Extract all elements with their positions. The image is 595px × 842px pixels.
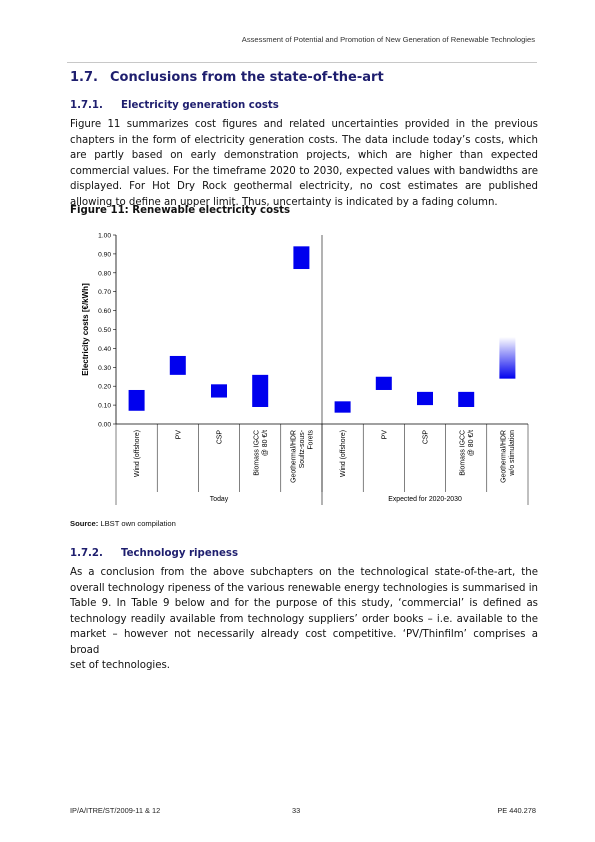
subsection-heading-ripeness <box>70 548 238 559</box>
subsection-title: Technology ripeness <box>121 548 239 559</box>
category-label: PV <box>175 430 183 440</box>
y-tick-label: 0.00 <box>98 421 111 429</box>
category-label: Wind (offshore) <box>340 430 348 477</box>
section-number: 1.7. <box>70 70 98 85</box>
paragraph-line: set of technologies. <box>70 660 171 671</box>
category-label: Wind (offshore) <box>134 430 142 477</box>
y-tick-label: 0.90 <box>98 251 111 259</box>
cost-range-bar <box>376 377 392 390</box>
category-label: Biomass IGCC <box>253 430 261 476</box>
category-label: @ 80 €/t <box>261 430 269 457</box>
y-tick-label: 1.00 <box>98 232 111 240</box>
footer-page-number: 33 <box>292 806 301 815</box>
cost-range-bar <box>211 384 227 397</box>
category-label: Soultz-sous- <box>298 430 306 469</box>
subsection-number: 1.7.2. <box>70 548 103 559</box>
paragraph-line: allowing to define an upper limit. Thus, uncertainty is indicated by a fading column. <box>70 196 498 208</box>
section-title: Conclusions from the state-of-the-art <box>110 70 384 85</box>
category-label: w/o stimulation <box>509 430 517 476</box>
running-header: Assessment of Potential and Promotion of New Generation of Renewable Technologies <box>241 35 535 44</box>
cost-range-bar <box>335 401 351 412</box>
y-axis-title: Electricity costs [€/kWh] <box>81 283 90 376</box>
cost-range-bar <box>417 392 433 405</box>
footer-document-code: IP/A/ITRE/ST/2009-11 & 12 <box>70 806 161 815</box>
paragraph-line: technology readily available from technology suppliers’ order books – i.e. available to the <box>70 613 538 625</box>
paragraph-line: market – however not necessarily already cost competitive. ‘PV/Thinfilm’ comprises a broad <box>70 629 538 656</box>
paragraph-line: commercial values. For the timeframe 2020 to 2030, expected values with bandwidths are <box>70 165 538 177</box>
cost-range-bar <box>458 392 474 407</box>
category-label: CSP <box>422 430 430 445</box>
category-label: Biomass IGCC <box>459 430 467 476</box>
category-label: @ 80 €/t <box>467 430 475 457</box>
y-tick-label: 0.70 <box>98 289 111 297</box>
subsection-number: 1.7.1. <box>70 100 103 111</box>
y-tick-label: 0.80 <box>98 270 111 278</box>
cost-range-bar <box>129 390 145 411</box>
footer-pe-number: PE 440.278 <box>497 806 536 815</box>
subsection-title: Electricity generation costs <box>121 100 279 111</box>
y-tick-label: 0.20 <box>98 383 111 391</box>
paragraph-line: Table 9. In Table 9 below and for the purpose of this study, ‘commercial’ is defined as <box>70 598 538 609</box>
category-label: PV <box>381 430 389 440</box>
paragraph-line: Figure 11 summarizes cost figures and related uncertainties provided in the previous <box>70 119 538 130</box>
category-label: CSP <box>216 430 224 445</box>
y-tick-label: 0.30 <box>98 364 111 372</box>
cost-range-bar <box>293 246 309 269</box>
figure-caption: Figure 11: Renewable electricity costs <box>70 205 291 216</box>
y-tick-label: 0.50 <box>98 327 111 334</box>
paragraph-line: displayed. For Hot Dry Rock geothermal electricity, no cost estimates are published <box>70 181 538 192</box>
paragraph-line: chapters in the form of electricity generation costs. The data include today’s costs, which <box>70 134 538 146</box>
y-tick-label: 0.40 <box>98 345 111 353</box>
category-label: Forets <box>307 430 315 450</box>
paragraph-line: As a conclusion from the above subchapters on the technological state-of-the-art, the <box>70 567 538 578</box>
cost-range-bar <box>252 375 268 407</box>
source-label: Source: <box>70 519 99 528</box>
y-tick-label: 0.60 <box>98 308 111 316</box>
group-label: Expected for 2020-2030 <box>388 496 462 503</box>
group-label: Today <box>209 496 229 503</box>
cost-range-bar-fading <box>499 337 515 379</box>
y-tick-label: 0.10 <box>98 402 111 410</box>
paragraph-line: overall technology ripeness of the various renewable energy technologies is summarised in <box>70 582 538 594</box>
ripeness-paragraph <box>70 565 538 674</box>
category-label: Geothermal/HDR <box>290 430 298 483</box>
paragraph-line: are partly based on early demonstration projects, which are higher than expected <box>70 150 538 161</box>
cost-range-bar <box>170 356 186 375</box>
source-text: LBST own compilation <box>98 519 176 528</box>
figure-source <box>70 519 176 528</box>
category-label: Geothermal/HDR <box>500 430 508 483</box>
